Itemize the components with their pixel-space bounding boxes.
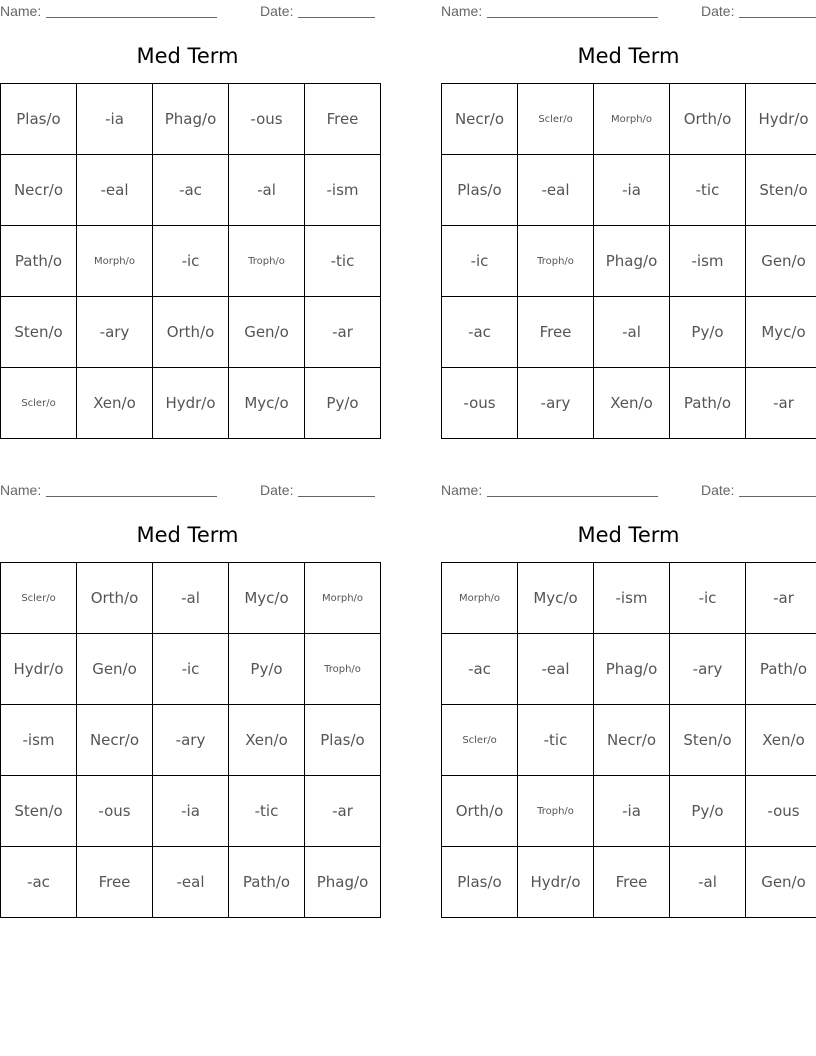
bingo-cell: Xen/o (229, 705, 305, 776)
bingo-cell: Hydr/o (746, 84, 816, 155)
bingo-cell: Necr/o (594, 705, 670, 776)
bingo-cell: -ary (518, 368, 594, 439)
bingo-cell: -ar (305, 297, 381, 368)
bingo-row (1, 847, 381, 918)
bingo-row (442, 226, 816, 297)
bingo-cell: Orth/o (77, 563, 153, 634)
bingo-cell: Py/o (670, 297, 746, 368)
bingo-row (442, 634, 816, 705)
bingo-cell: Py/o (305, 368, 381, 439)
bingo-cell: Troph/o (518, 776, 594, 847)
bingo-cell: Phag/o (153, 84, 229, 155)
bingo-row (442, 776, 816, 847)
bingo-cell: -ous (746, 776, 816, 847)
bingo-cell: Myc/o (229, 368, 305, 439)
bingo-cell: -ia (594, 155, 670, 226)
bingo-cell: -ic (153, 634, 229, 705)
date-label: Date: (260, 482, 294, 498)
bingo-cell: -al (229, 155, 305, 226)
name-blank-line (46, 17, 217, 18)
bingo-cell: -ia (77, 84, 153, 155)
card-title: Med Term (136, 523, 239, 547)
bingo-cell: Py/o (229, 634, 305, 705)
bingo-cell: Scler/o (1, 368, 77, 439)
bingo-cell: Scler/o (442, 705, 518, 776)
bingo-row (1, 705, 381, 776)
bingo-cell: -ac (1, 847, 77, 918)
bingo-cell: -ar (746, 563, 816, 634)
bingo-cell: -al (153, 563, 229, 634)
bingo-cell: Free (77, 847, 153, 918)
bingo-cell: -ous (229, 84, 305, 155)
bingo-cell: -ar (305, 776, 381, 847)
bingo-cell: -ous (442, 368, 518, 439)
bingo-row (1, 634, 381, 705)
bingo-cell: Necr/o (77, 705, 153, 776)
bingo-row (1, 297, 381, 368)
date-blank-line (739, 17, 816, 18)
bingo-row (1, 776, 381, 847)
bingo-cell: Morph/o (77, 226, 153, 297)
bingo-cell: -ism (305, 155, 381, 226)
date-label: Date: (701, 482, 735, 498)
bingo-cell: -ic (670, 563, 746, 634)
card-header (441, 479, 816, 499)
bingo-row (442, 84, 816, 155)
bingo-cell: Phag/o (305, 847, 381, 918)
bingo-cell: -ism (594, 563, 670, 634)
bingo-grid (0, 83, 381, 439)
bingo-cell: -al (594, 297, 670, 368)
bingo-cell: -eal (518, 634, 594, 705)
bingo-cell: Free (518, 297, 594, 368)
bingo-cell: Xen/o (594, 368, 670, 439)
bingo-cell: -tic (229, 776, 305, 847)
bingo-cell: Path/o (670, 368, 746, 439)
name-blank-line (46, 496, 217, 497)
bingo-cell: Phag/o (594, 226, 670, 297)
name-label: Name: (441, 482, 483, 498)
bingo-cell: Sten/o (670, 705, 746, 776)
bingo-cell: Phag/o (594, 634, 670, 705)
date-blank-line (298, 496, 375, 497)
bingo-cell: Gen/o (746, 847, 816, 918)
bingo-cell: Orth/o (670, 84, 746, 155)
bingo-cell: Path/o (746, 634, 816, 705)
bingo-grid (441, 562, 816, 918)
bingo-cell: -ism (1, 705, 77, 776)
bingo-cell: Hydr/o (153, 368, 229, 439)
bingo-cell: Morph/o (305, 563, 381, 634)
card-header (441, 0, 816, 20)
bingo-cell: Free (305, 84, 381, 155)
bingo-grid (441, 83, 816, 439)
bingo-cell: -ary (153, 705, 229, 776)
bingo-cell: Scler/o (1, 563, 77, 634)
date-blank-line (739, 496, 816, 497)
bingo-cell: Xen/o (77, 368, 153, 439)
bingo-row (442, 297, 816, 368)
card-title: Med Term (577, 44, 680, 68)
bingo-cell: -ia (153, 776, 229, 847)
bingo-cell: Py/o (670, 776, 746, 847)
bingo-row (442, 563, 816, 634)
bingo-cell: Necr/o (1, 155, 77, 226)
bingo-cell: Hydr/o (518, 847, 594, 918)
name-blank-line (487, 17, 658, 18)
bingo-cell: Plas/o (442, 155, 518, 226)
bingo-cell: -ac (153, 155, 229, 226)
bingo-cell: Troph/o (518, 226, 594, 297)
bingo-cell: Morph/o (594, 84, 670, 155)
bingo-cell: -eal (77, 155, 153, 226)
bingo-row (442, 155, 816, 226)
bingo-cell: Plas/o (442, 847, 518, 918)
bingo-cell: Necr/o (442, 84, 518, 155)
bingo-cell: -ary (670, 634, 746, 705)
bingo-cell: Scler/o (518, 84, 594, 155)
bingo-row (442, 847, 816, 918)
name-label: Name: (441, 3, 483, 19)
date-blank-line (298, 17, 375, 18)
bingo-cell: -al (670, 847, 746, 918)
bingo-cell: -tic (518, 705, 594, 776)
bingo-cell: -ac (442, 634, 518, 705)
bingo-cell: -ic (442, 226, 518, 297)
bingo-cell: Xen/o (746, 705, 816, 776)
bingo-row (1, 563, 381, 634)
bingo-cell: Myc/o (746, 297, 816, 368)
bingo-cell: -ous (77, 776, 153, 847)
name-blank-line (487, 496, 658, 497)
bingo-cell: Plas/o (305, 705, 381, 776)
bingo-row (1, 84, 381, 155)
bingo-cell: Path/o (1, 226, 77, 297)
bingo-row (1, 226, 381, 297)
card-title: Med Term (577, 523, 680, 547)
bingo-cell: Gen/o (229, 297, 305, 368)
bingo-cell: Gen/o (77, 634, 153, 705)
bingo-cell: -ac (442, 297, 518, 368)
bingo-cell: Free (594, 847, 670, 918)
bingo-cell: -tic (670, 155, 746, 226)
name-label: Name: (0, 482, 42, 498)
bingo-cell: Sten/o (1, 776, 77, 847)
bingo-cell: Orth/o (153, 297, 229, 368)
bingo-cell: Troph/o (305, 634, 381, 705)
bingo-cell: Hydr/o (1, 634, 77, 705)
bingo-cell: Myc/o (229, 563, 305, 634)
bingo-cell: -tic (305, 226, 381, 297)
card-header (0, 479, 375, 499)
bingo-cell: Myc/o (518, 563, 594, 634)
bingo-cell: Orth/o (442, 776, 518, 847)
bingo-cell: Troph/o (229, 226, 305, 297)
bingo-cell: Gen/o (746, 226, 816, 297)
bingo-grid (0, 562, 381, 918)
card-title: Med Term (136, 44, 239, 68)
bingo-cell: Sten/o (746, 155, 816, 226)
bingo-row (442, 368, 816, 439)
bingo-cell: Sten/o (1, 297, 77, 368)
card-header (0, 0, 375, 20)
bingo-cell: -ism (670, 226, 746, 297)
bingo-cell: Plas/o (1, 84, 77, 155)
bingo-cell: -ary (77, 297, 153, 368)
date-label: Date: (701, 3, 735, 19)
bingo-row (1, 155, 381, 226)
bingo-cell: -eal (518, 155, 594, 226)
bingo-cell: -ar (746, 368, 816, 439)
bingo-cell: Path/o (229, 847, 305, 918)
bingo-cell: -eal (153, 847, 229, 918)
name-label: Name: (0, 3, 42, 19)
bingo-cell: -ia (594, 776, 670, 847)
bingo-cell: Morph/o (442, 563, 518, 634)
date-label: Date: (260, 3, 294, 19)
bingo-cell: -ic (153, 226, 229, 297)
bingo-row (442, 705, 816, 776)
bingo-row (1, 368, 381, 439)
